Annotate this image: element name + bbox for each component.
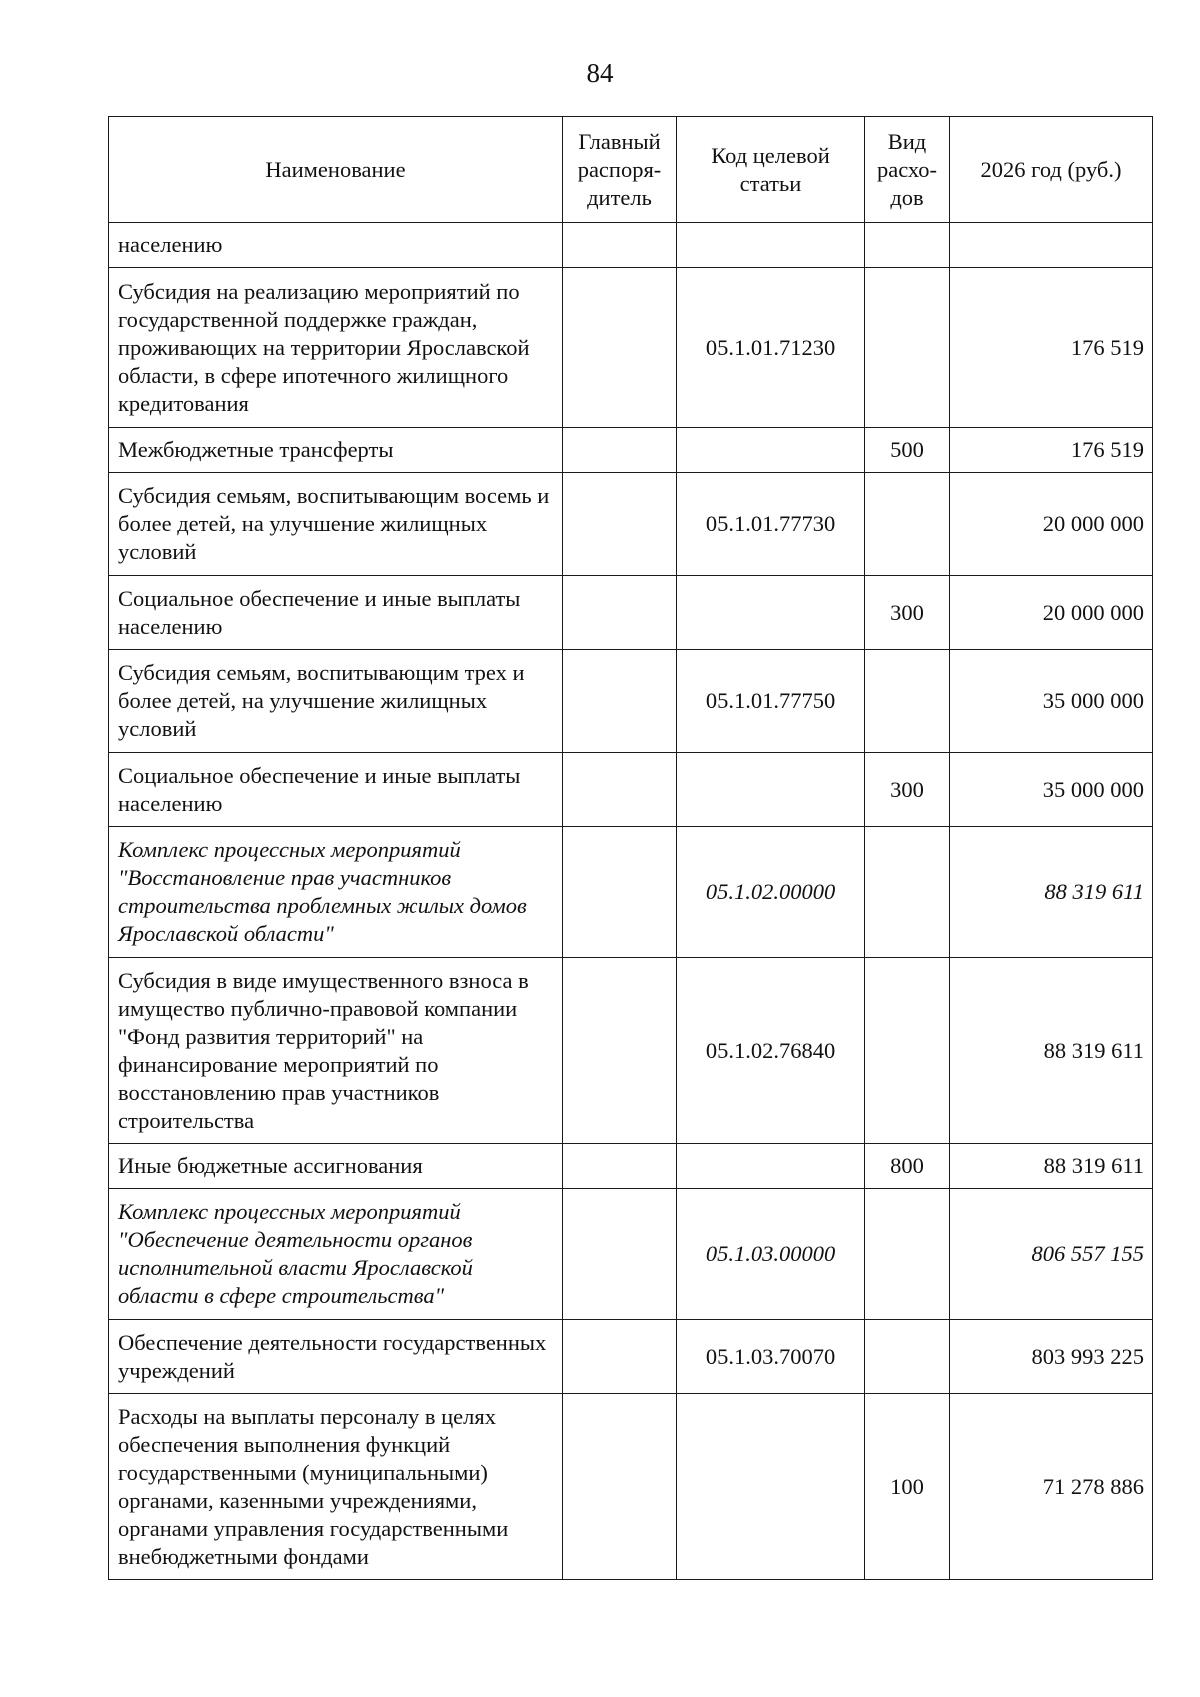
table-row	[109, 1144, 1153, 1189]
cell-code	[677, 1144, 865, 1189]
cell-code: 05.1.02.00000	[677, 827, 865, 958]
cell-name: Субсидия семьям, воспитывающим восемь и более детей, на улучшение жилищных условий	[109, 473, 563, 576]
cell-code	[677, 428, 865, 473]
cell-expense-type: 100	[865, 1394, 950, 1580]
header-manager: Главный распоря-дитель	[563, 117, 677, 223]
cell-manager	[563, 827, 677, 958]
cell-code	[677, 576, 865, 650]
cell-expense-type	[865, 650, 950, 753]
cell-name: Обеспечение деятельности государственных учреждений	[109, 1320, 563, 1394]
cell-expense-type	[865, 1189, 950, 1320]
cell-manager	[563, 428, 677, 473]
cell-code: 05.1.01.77750	[677, 650, 865, 753]
cell-manager	[563, 223, 677, 268]
header-expense-type: Вид расхо-дов	[865, 117, 950, 223]
cell-name: Субсидия в виде имущественного взноса в имущество публично-правовой компании "Фонд развития территорий" на финансирование мероприятий по восстановлению прав участников строительства	[109, 958, 563, 1144]
table-row	[109, 650, 1153, 753]
cell-name: Межбюджетные трансферты	[109, 428, 563, 473]
cell-amount: 176 519	[950, 268, 1153, 428]
cell-expense-type: 300	[865, 753, 950, 827]
cell-amount: 20 000 000	[950, 473, 1153, 576]
cell-code	[677, 223, 865, 268]
cell-code: 05.1.03.70070	[677, 1320, 865, 1394]
cell-amount: 88 319 611	[950, 827, 1153, 958]
table-row	[109, 1394, 1153, 1580]
cell-amount: 88 319 611	[950, 958, 1153, 1144]
cell-manager	[563, 1394, 677, 1580]
cell-manager	[563, 1320, 677, 1394]
cell-manager	[563, 576, 677, 650]
table-row	[109, 1189, 1153, 1320]
cell-name: Комплекс процессных мероприятий "Восстановление прав участников строительства проблемных жилых домов Ярославской области"	[109, 827, 563, 958]
cell-name: Субсидия на реализацию мероприятий по государственной поддержке граждан, проживающих на территории Ярославской области, в сфере ипотечного жилищного кредитования	[109, 268, 563, 428]
cell-amount: 20 000 000	[950, 576, 1153, 650]
cell-manager	[563, 473, 677, 576]
table-row	[109, 576, 1153, 650]
cell-manager	[563, 268, 677, 428]
cell-amount: 803 993 225	[950, 1320, 1153, 1394]
page-number: 84	[586, 58, 614, 88]
cell-name: населению	[109, 223, 563, 268]
header-code: Код целевой статьи	[677, 117, 865, 223]
cell-manager	[563, 1144, 677, 1189]
cell-amount: 806 557 155	[950, 1189, 1153, 1320]
table-row	[109, 958, 1153, 1144]
cell-expense-type	[865, 473, 950, 576]
cell-code	[677, 1394, 865, 1580]
cell-expense-type: 300	[865, 576, 950, 650]
cell-name: Социальное обеспечение и иные выплаты населению	[109, 576, 563, 650]
cell-expense-type	[865, 1320, 950, 1394]
cell-code: 05.1.01.77730	[677, 473, 865, 576]
cell-code: 05.1.03.00000	[677, 1189, 865, 1320]
table-header-row	[109, 117, 1153, 223]
table-row	[109, 268, 1153, 428]
cell-expense-type	[865, 268, 950, 428]
table-row	[109, 1320, 1153, 1394]
cell-expense-type: 500	[865, 428, 950, 473]
cell-code: 05.1.01.71230	[677, 268, 865, 428]
table-row	[109, 223, 1153, 268]
cell-expense-type	[865, 223, 950, 268]
cell-manager	[563, 958, 677, 1144]
cell-amount: 71 278 886	[950, 1394, 1153, 1580]
cell-manager	[563, 753, 677, 827]
cell-name: Социальное обеспечение и иные выплаты населению	[109, 753, 563, 827]
cell-amount: 88 319 611	[950, 1144, 1153, 1189]
cell-amount	[950, 223, 1153, 268]
cell-expense-type	[865, 958, 950, 1144]
cell-code	[677, 753, 865, 827]
cell-name: Расходы на выплаты персоналу в целях обеспечения выполнения функций государственными (муниципальными) органами, казенными учреждениями, органами управления государственными внебюджетными фондами	[109, 1394, 563, 1580]
cell-manager	[563, 1189, 677, 1320]
cell-name: Комплекс процессных мероприятий "Обеспечение деятельности органов исполнительной власти Ярославской области в сфере строительства"	[109, 1189, 563, 1320]
table-body	[109, 223, 1153, 1580]
table-row	[109, 473, 1153, 576]
table-row	[109, 428, 1153, 473]
cell-manager	[563, 650, 677, 753]
budget-table	[108, 116, 1153, 1580]
header-year: 2026 год (руб.)	[950, 117, 1153, 223]
cell-name: Иные бюджетные ассигнования	[109, 1144, 563, 1189]
header-name: Наименование	[109, 117, 563, 223]
table-row	[109, 753, 1153, 827]
cell-name: Субсидия семьям, воспитывающим трех и более детей, на улучшение жилищных условий	[109, 650, 563, 753]
cell-expense-type	[865, 827, 950, 958]
cell-code: 05.1.02.76840	[677, 958, 865, 1144]
table-row	[109, 827, 1153, 958]
cell-amount: 176 519	[950, 428, 1153, 473]
cell-amount: 35 000 000	[950, 753, 1153, 827]
cell-amount: 35 000 000	[950, 650, 1153, 753]
cell-expense-type: 800	[865, 1144, 950, 1189]
